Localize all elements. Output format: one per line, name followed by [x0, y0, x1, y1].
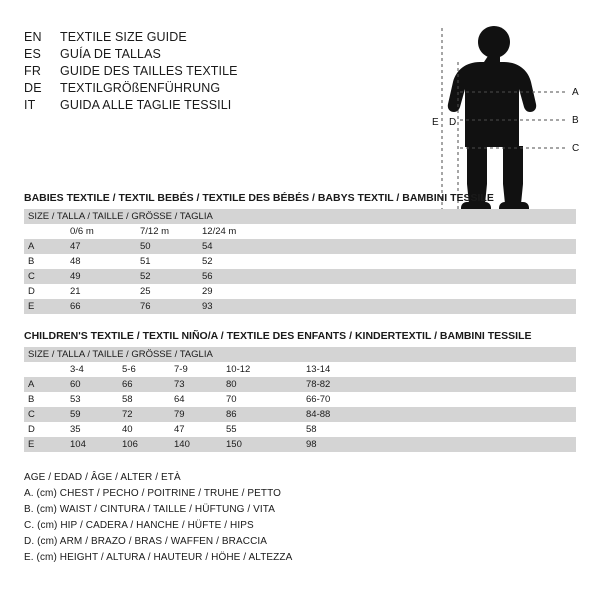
children-col-3: 7-9: [170, 362, 222, 377]
children-cell-fill: [382, 377, 576, 392]
marker-label-b: B: [572, 115, 579, 126]
babies-col-3: 12/24 m: [198, 224, 260, 239]
table-row: [24, 407, 576, 422]
children-row-label: C: [24, 407, 66, 422]
title-text-es: GUÍA DE TALLAS: [60, 47, 161, 61]
children-col-0: [24, 362, 66, 377]
children-cell-fill: [382, 422, 576, 437]
children-cell: 150: [222, 437, 302, 452]
table-row-size-header: [24, 347, 576, 362]
children-cell: 58: [302, 422, 382, 437]
children-cell: 104: [66, 437, 118, 452]
marker-label-e: E: [432, 117, 439, 128]
title-text-it: GUIDA ALLE TAGLIE TESSILI: [60, 98, 232, 112]
silhouette-shape: [448, 26, 536, 212]
children-cell: 58: [118, 392, 170, 407]
babies-row-label: A: [24, 239, 66, 254]
children-cell: 84-88: [302, 407, 382, 422]
children-cell: 64: [170, 392, 222, 407]
babies-size-header: SIZE / TALLA / TAILLE / GRÖSSE / TAGLIA: [24, 209, 576, 224]
babies-cell: 48: [66, 254, 136, 269]
title-row: [24, 64, 324, 78]
table-row: [24, 239, 576, 254]
title-lang-en: EN: [24, 30, 42, 44]
children-cell: 47: [170, 422, 222, 437]
babies-cell-fill: [260, 299, 576, 314]
babies-col-1: 0/6 m: [66, 224, 136, 239]
babies-cell-fill: [260, 239, 576, 254]
table-row: [24, 299, 576, 314]
legend-line-a: A. (cm) CHEST / PECHO / POITRINE / TRUHE / PETTO: [24, 488, 282, 499]
babies-cell: 51: [136, 254, 198, 269]
title-lang-fr: FR: [24, 64, 42, 78]
children-col-5: 13-14: [302, 362, 382, 377]
children-section: [24, 330, 576, 452]
legend-line-e: E. (cm) HEIGHT / ALTURA / HAUTEUR / HÖHE / ALTEZZA: [24, 552, 293, 563]
children-cell-fill: [382, 392, 576, 407]
children-cell: 59: [66, 407, 118, 422]
children-section-title: CHILDREN'S TEXTILE / TEXTIL NIÑO/A / TEXTILE DES ENFANTS / KINDERTEXTIL / BAMBINI TESSILE: [24, 330, 532, 342]
babies-cell: 49: [66, 269, 136, 284]
children-cell: 140: [170, 437, 222, 452]
children-cell: 73: [170, 377, 222, 392]
babies-row-label: E: [24, 299, 66, 314]
babies-cell: 66: [66, 299, 136, 314]
title-block: [24, 30, 324, 115]
children-cell: 106: [118, 437, 170, 452]
babies-cell: 56: [198, 269, 260, 284]
title-row: [24, 47, 324, 61]
marker-label-d: D: [449, 117, 457, 128]
children-cell: 80: [222, 377, 302, 392]
children-cell: 79: [170, 407, 222, 422]
table-row: [24, 422, 576, 437]
title-row: [24, 81, 324, 95]
legend-line-d: D. (cm) ARM / BRAZO / BRAS / WAFFEN / BRACCIA: [24, 536, 268, 547]
table-row: [24, 437, 576, 452]
title-row: [24, 30, 324, 44]
title-lang-de: DE: [24, 81, 42, 95]
babies-row-label: C: [24, 269, 66, 284]
children-col-1: 3-4: [66, 362, 118, 377]
children-row-label: A: [24, 377, 66, 392]
table-row-columns: [24, 224, 576, 239]
babies-cell-fill: [260, 254, 576, 269]
babies-row-label: D: [24, 284, 66, 299]
children-cell: 55: [222, 422, 302, 437]
children-cell: 72: [118, 407, 170, 422]
table-row: [24, 377, 576, 392]
children-cell: 66: [118, 377, 170, 392]
children-cell: 66-70: [302, 392, 382, 407]
title-row: [24, 98, 324, 112]
children-cell: 40: [118, 422, 170, 437]
legend-block: [24, 472, 484, 568]
children-cell: 70: [222, 392, 302, 407]
babies-cell: 93: [198, 299, 260, 314]
children-cell: 98: [302, 437, 382, 452]
legend-line-b: B. (cm) WAIST / CINTURA / TAILLE / HÜFTUNG / VITA: [24, 504, 276, 515]
children-table: [24, 347, 576, 452]
table-row: [24, 269, 576, 284]
legend-line-age: AGE / EDAD / ÂGE / ALTER / ETÀ: [24, 472, 181, 483]
children-col-4: 10-12: [222, 362, 302, 377]
babies-row-label: B: [24, 254, 66, 269]
table-row: [24, 284, 576, 299]
children-cell: 86: [222, 407, 302, 422]
children-row-label: E: [24, 437, 66, 452]
babies-cell: 54: [198, 239, 260, 254]
children-col-2: 5-6: [118, 362, 170, 377]
babies-col-2: 7/12 m: [136, 224, 198, 239]
children-cell: 60: [66, 377, 118, 392]
marker-label-a: A: [572, 87, 579, 98]
babies-cell-fill: [260, 269, 576, 284]
babies-cell: 76: [136, 299, 198, 314]
children-row-label: D: [24, 422, 66, 437]
children-cell: 53: [66, 392, 118, 407]
table-row: [24, 254, 576, 269]
babies-cell: 52: [136, 269, 198, 284]
babies-cell: 50: [136, 239, 198, 254]
babies-cell: 47: [66, 239, 136, 254]
marker-label-c: C: [572, 143, 580, 154]
title-lang-it: IT: [24, 98, 36, 112]
children-cell-fill: [382, 437, 576, 452]
children-row-label: B: [24, 392, 66, 407]
babies-cell: 29: [198, 284, 260, 299]
babies-col-fill: [260, 224, 576, 239]
babies-cell-fill: [260, 284, 576, 299]
babies-cell: 21: [66, 284, 136, 299]
babies-cell: 52: [198, 254, 260, 269]
children-col-fill: [382, 362, 576, 377]
title-lang-es: ES: [24, 47, 42, 61]
babies-section: [24, 192, 576, 314]
title-text-de: TEXTILGRÖßENFÜHRUNG: [60, 81, 221, 95]
table-row-columns: [24, 362, 576, 377]
table-row-size-header: [24, 209, 576, 224]
children-size-header: SIZE / TALLA / TAILLE / GRÖSSE / TAGLIA: [24, 347, 576, 362]
title-text-en: TEXTILE SIZE GUIDE: [60, 30, 187, 44]
children-cell: 78-82: [302, 377, 382, 392]
children-cell: 35: [66, 422, 118, 437]
table-row: [24, 392, 576, 407]
babies-col-0: [24, 224, 66, 239]
babies-section-title: BABIES TEXTILE / TEXTIL BEBÉS / TEXTILE DES BÉBÉS / BABYS TEXTIL / BAMBINI TESSILE: [24, 192, 494, 204]
babies-cell: 25: [136, 284, 198, 299]
legend-line-c: C. (cm) HIP / CADERA / HANCHE / HÜFTE / HIPS: [24, 520, 254, 531]
title-text-fr: GUIDE DES TAILLES TEXTILE: [60, 64, 238, 78]
children-cell-fill: [382, 407, 576, 422]
babies-table: [24, 209, 576, 314]
